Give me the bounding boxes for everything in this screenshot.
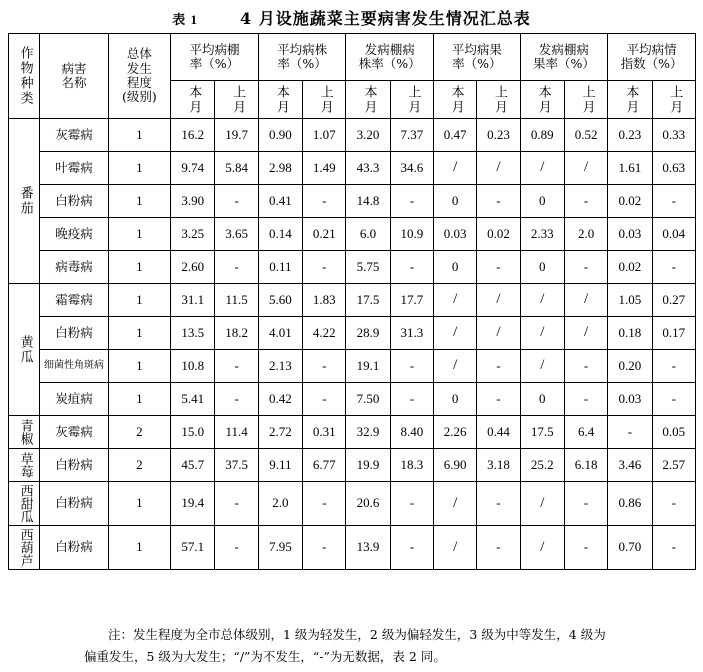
table-row: [9, 526, 696, 570]
table-caption: 4 月设施蔬菜主要病害发生情况汇总表: [240, 9, 531, 28]
occurrence-level: 1: [108, 317, 170, 350]
value-cell: -: [215, 482, 258, 526]
value-cell: 5.60: [258, 284, 302, 317]
value-cell: 9.74: [171, 152, 215, 185]
value-cell: 0.21: [303, 218, 346, 251]
value-cell: /: [434, 482, 477, 526]
disease-name: 叶霉病: [40, 152, 108, 185]
value-cell: 7.50: [346, 383, 390, 416]
value-cell: -: [390, 350, 433, 383]
group-2-line2: 率（%）: [277, 56, 327, 71]
this-month-label: 本月: [361, 84, 377, 115]
value-cell: 10.9: [390, 218, 433, 251]
value-cell: -: [652, 482, 695, 526]
value-cell: 0.05: [652, 416, 695, 449]
group-6-line2: 指数（%）: [620, 56, 683, 71]
disease-name: 霜霉病: [40, 284, 108, 317]
this-month-label: 本月: [535, 84, 551, 115]
value-cell: 3.18: [477, 449, 520, 482]
footnote-line1: 注：发生程度为全市总体级别，1 级为轻发生，2 级为偏轻发生，3 级为中等发生，4 级为: [108, 627, 606, 642]
crop-name: 番茄: [17, 186, 33, 216]
table-row: [9, 482, 696, 526]
crop-name: 西葫芦: [17, 528, 33, 567]
value-cell: 8.40: [390, 416, 433, 449]
value-cell: -: [564, 350, 607, 383]
value-cell: 2.57: [652, 449, 695, 482]
value-cell: 0.31: [303, 416, 346, 449]
last-month-label: 上月: [405, 84, 421, 115]
table-row: [9, 350, 696, 383]
header-level-line2: 发生: [126, 60, 152, 76]
occurrence-level: 1: [108, 119, 170, 152]
value-cell: 0: [434, 383, 477, 416]
value-cell: 19.9: [346, 449, 390, 482]
header-last-month-2: [303, 81, 346, 119]
value-cell: /: [477, 317, 520, 350]
value-cell: /: [564, 152, 607, 185]
value-cell: 11.4: [215, 416, 258, 449]
value-cell: 6.18: [564, 449, 607, 482]
value-cell: 0.02: [608, 251, 652, 284]
value-cell: 3.46: [608, 449, 652, 482]
header-level-line3: 程度: [126, 75, 152, 90]
value-cell: 0.52: [564, 119, 607, 152]
value-cell: 4.22: [303, 317, 346, 350]
value-cell: /: [520, 284, 564, 317]
occurrence-level: 1: [108, 218, 170, 251]
header-level: [108, 34, 170, 119]
value-cell: 1.07: [303, 119, 346, 152]
value-cell: 5.84: [215, 152, 258, 185]
value-cell: /: [477, 284, 520, 317]
value-cell: 2.60: [171, 251, 215, 284]
header-this-month-6: [608, 81, 652, 119]
value-cell: 1.83: [303, 284, 346, 317]
disease-name: 晚疫病: [40, 218, 108, 251]
value-cell: 34.6: [390, 152, 433, 185]
header-last-month-1: [215, 81, 258, 119]
value-cell: 17.5: [520, 416, 564, 449]
value-cell: 28.9: [346, 317, 390, 350]
crop-name: 西甜瓜: [17, 484, 33, 523]
value-cell: 0: [520, 185, 564, 218]
value-cell: 3.90: [171, 185, 215, 218]
value-cell: -: [564, 482, 607, 526]
value-cell: 18.2: [215, 317, 258, 350]
value-cell: 0.02: [608, 185, 652, 218]
this-month-label: 本月: [448, 84, 464, 115]
header-this-month-2: [258, 81, 302, 119]
header-row-top: [9, 34, 696, 81]
value-cell: -: [215, 383, 258, 416]
header-disease-line2: 名称: [61, 75, 87, 90]
value-cell: 2.72: [258, 416, 302, 449]
value-cell: /: [520, 350, 564, 383]
disease-name: 白粉病: [40, 185, 108, 218]
value-cell: 2.98: [258, 152, 302, 185]
value-cell: 0.41: [258, 185, 302, 218]
header-group-2: [258, 34, 346, 81]
value-cell: -: [477, 185, 520, 218]
table-row: [9, 449, 696, 482]
value-cell: 0.33: [652, 119, 695, 152]
group-4-line2: 率（%）: [452, 56, 502, 71]
group-2-line1: 平均病株: [277, 41, 328, 57]
value-cell: -: [303, 526, 346, 570]
value-cell: 2.13: [258, 350, 302, 383]
value-cell: -: [477, 383, 520, 416]
value-cell: 17.5: [346, 284, 390, 317]
value-cell: 0.03: [434, 218, 477, 251]
header-group-1: [171, 34, 259, 81]
value-cell: /: [564, 284, 607, 317]
header-last-month-3: [390, 81, 433, 119]
value-cell: 3.65: [215, 218, 258, 251]
value-cell: 31.1: [171, 284, 215, 317]
value-cell: 0.47: [434, 119, 477, 152]
value-cell: 14.8: [346, 185, 390, 218]
crop-name-cell: [9, 416, 40, 449]
value-cell: 0.20: [608, 350, 652, 383]
value-cell: 0.63: [652, 152, 695, 185]
table-row: [9, 284, 696, 317]
this-month-label: 本月: [623, 84, 639, 115]
table-row: [9, 119, 696, 152]
value-cell: -: [390, 185, 433, 218]
value-cell: 19.1: [346, 350, 390, 383]
value-cell: -: [215, 526, 258, 570]
group-6-line1: 平均病情: [626, 41, 677, 57]
value-cell: -: [477, 526, 520, 570]
value-cell: 0.18: [608, 317, 652, 350]
value-cell: -: [390, 251, 433, 284]
value-cell: 19.7: [215, 119, 258, 152]
value-cell: 0.17: [652, 317, 695, 350]
value-cell: 7.95: [258, 526, 302, 570]
crop-name-cell: [9, 449, 40, 482]
occurrence-level: 1: [108, 251, 170, 284]
header-last-month-5: [564, 81, 607, 119]
value-cell: 0.90: [258, 119, 302, 152]
table-row: [9, 218, 696, 251]
value-cell: 31.3: [390, 317, 433, 350]
table-row: [9, 317, 696, 350]
value-cell: 7.37: [390, 119, 433, 152]
occurrence-level: 1: [108, 350, 170, 383]
value-cell: /: [520, 317, 564, 350]
disease-name: 病毒病: [40, 251, 108, 284]
table-row: [9, 251, 696, 284]
disease-name: 白粉病: [40, 482, 108, 526]
disease-name: 白粉病: [40, 317, 108, 350]
occurrence-level: 1: [108, 383, 170, 416]
value-cell: -: [303, 383, 346, 416]
value-cell: 1.05: [608, 284, 652, 317]
last-month-label: 上月: [667, 84, 683, 115]
group-3-line1: 发病棚病: [364, 41, 415, 57]
header-disease-line1: 病害: [61, 60, 87, 76]
table-number: 表 1: [172, 12, 199, 27]
header-group-6: [608, 34, 696, 81]
value-cell: 6.4: [564, 416, 607, 449]
footnote: [0, 624, 703, 668]
value-cell: 32.9: [346, 416, 390, 449]
value-cell: 0.03: [608, 218, 652, 251]
value-cell: 0.14: [258, 218, 302, 251]
value-cell: 0.02: [477, 218, 520, 251]
value-cell: 0.70: [608, 526, 652, 570]
header-last-month-4: [477, 81, 520, 119]
value-cell: -: [390, 383, 433, 416]
value-cell: 2.0: [564, 218, 607, 251]
value-cell: -: [652, 185, 695, 218]
crop-name: 草莓: [17, 452, 33, 478]
value-cell: 5.41: [171, 383, 215, 416]
value-cell: 43.3: [346, 152, 390, 185]
group-5-line2: 果率（%）: [532, 56, 595, 71]
last-month-label: 上月: [317, 84, 333, 115]
value-cell: 0.23: [477, 119, 520, 152]
value-cell: 25.2: [520, 449, 564, 482]
value-cell: 0.44: [477, 416, 520, 449]
value-cell: /: [434, 350, 477, 383]
last-month-label: 上月: [579, 84, 595, 115]
value-cell: 2.0: [258, 482, 302, 526]
value-cell: -: [564, 185, 607, 218]
header-this-month-4: [434, 81, 477, 119]
disease-name: 细菌性角斑病: [40, 350, 108, 383]
disease-summary-table: [8, 33, 696, 570]
value-cell: 0.23: [608, 119, 652, 152]
value-cell: /: [434, 526, 477, 570]
value-cell: -: [303, 482, 346, 526]
header-crop-label: 作物种类: [17, 46, 33, 106]
header-level-line4: (级别): [122, 89, 157, 105]
value-cell: 1.49: [303, 152, 346, 185]
value-cell: -: [564, 383, 607, 416]
value-cell: /: [564, 317, 607, 350]
table-row: [9, 383, 696, 416]
value-cell: 3.20: [346, 119, 390, 152]
group-1-line1: 平均病棚: [189, 41, 240, 57]
value-cell: 1.61: [608, 152, 652, 185]
value-cell: 10.8: [171, 350, 215, 383]
value-cell: -: [390, 482, 433, 526]
value-cell: 13.9: [346, 526, 390, 570]
value-cell: -: [652, 526, 695, 570]
header-disease: [40, 34, 108, 119]
last-month-label: 上月: [230, 84, 246, 115]
value-cell: 4.01: [258, 317, 302, 350]
value-cell: 0.27: [652, 284, 695, 317]
value-cell: 2.33: [520, 218, 564, 251]
value-cell: /: [520, 482, 564, 526]
table-row: [9, 152, 696, 185]
value-cell: 16.2: [171, 119, 215, 152]
value-cell: 13.5: [171, 317, 215, 350]
crop-name: 青椒: [17, 419, 33, 445]
occurrence-level: 1: [108, 185, 170, 218]
value-cell: /: [477, 152, 520, 185]
value-cell: -: [390, 526, 433, 570]
value-cell: -: [608, 416, 652, 449]
occurrence-level: 1: [108, 284, 170, 317]
value-cell: 6.77: [303, 449, 346, 482]
value-cell: -: [215, 185, 258, 218]
value-cell: -: [303, 350, 346, 383]
value-cell: 3.25: [171, 218, 215, 251]
value-cell: 15.0: [171, 416, 215, 449]
value-cell: 0: [434, 185, 477, 218]
crop-name-cell: [9, 119, 40, 284]
crop-name-cell: [9, 284, 40, 416]
value-cell: -: [477, 251, 520, 284]
value-cell: 0: [520, 251, 564, 284]
value-cell: 20.6: [346, 482, 390, 526]
value-cell: 2.26: [434, 416, 477, 449]
value-cell: 0.03: [608, 383, 652, 416]
disease-name: 炭疽病: [40, 383, 108, 416]
last-month-label: 上月: [491, 84, 507, 115]
header-this-month-5: [520, 81, 564, 119]
value-cell: 0: [434, 251, 477, 284]
disease-name: 白粉病: [40, 526, 108, 570]
value-cell: -: [652, 350, 695, 383]
value-cell: -: [564, 526, 607, 570]
group-1-line2: 率（%）: [189, 56, 240, 71]
table-title: [0, 6, 703, 29]
value-cell: 0: [520, 383, 564, 416]
header-group-5: [520, 34, 608, 81]
value-cell: 6.0: [346, 218, 390, 251]
crop-name-cell: [9, 526, 40, 570]
value-cell: -: [215, 251, 258, 284]
value-cell: -: [215, 350, 258, 383]
group-5-line1: 发病棚病: [538, 41, 589, 57]
header-this-month-3: [346, 81, 390, 119]
value-cell: /: [434, 284, 477, 317]
value-cell: -: [652, 251, 695, 284]
occurrence-level: 2: [108, 416, 170, 449]
disease-name: 灰霉病: [40, 416, 108, 449]
occurrence-level: 1: [108, 482, 170, 526]
value-cell: 0.86: [608, 482, 652, 526]
value-cell: 0.89: [520, 119, 564, 152]
header-crop: [9, 34, 40, 119]
header-this-month-1: [171, 81, 215, 119]
value-cell: /: [520, 526, 564, 570]
value-cell: /: [520, 152, 564, 185]
value-cell: -: [303, 251, 346, 284]
value-cell: -: [477, 482, 520, 526]
value-cell: /: [434, 152, 477, 185]
this-month-label: 本月: [186, 84, 202, 115]
value-cell: 11.5: [215, 284, 258, 317]
header-group-3: [346, 34, 434, 81]
group-3-line2: 株率（%）: [358, 56, 421, 71]
value-cell: -: [303, 185, 346, 218]
value-cell: -: [564, 251, 607, 284]
disease-name: 灰霉病: [40, 119, 108, 152]
value-cell: 37.5: [215, 449, 258, 482]
value-cell: -: [477, 350, 520, 383]
header-last-month-6: [652, 81, 695, 119]
table-row: [9, 416, 696, 449]
value-cell: /: [434, 317, 477, 350]
header-level-line1: 总体: [126, 46, 152, 62]
value-cell: 45.7: [171, 449, 215, 482]
disease-name: 白粉病: [40, 449, 108, 482]
this-month-label: 本月: [273, 84, 289, 115]
occurrence-level: 1: [108, 152, 170, 185]
group-4-line1: 平均病果: [451, 41, 502, 57]
value-cell: 0.42: [258, 383, 302, 416]
value-cell: 9.11: [258, 449, 302, 482]
value-cell: -: [652, 383, 695, 416]
footnote-line2: 偏重发生，5 级为大发生；“/”为不发生，“-”为无数据，表 2 同。: [84, 649, 446, 664]
header-group-4: [434, 34, 521, 81]
value-cell: 5.75: [346, 251, 390, 284]
crop-name-cell: [9, 482, 40, 526]
value-cell: 19.4: [171, 482, 215, 526]
occurrence-level: 2: [108, 449, 170, 482]
value-cell: 57.1: [171, 526, 215, 570]
value-cell: 6.90: [434, 449, 477, 482]
value-cell: 0.04: [652, 218, 695, 251]
occurrence-level: 1: [108, 526, 170, 570]
value-cell: 0.11: [258, 251, 302, 284]
table-row: [9, 185, 696, 218]
crop-name: 黄瓜: [17, 334, 33, 365]
value-cell: 17.7: [390, 284, 433, 317]
value-cell: 18.3: [390, 449, 433, 482]
